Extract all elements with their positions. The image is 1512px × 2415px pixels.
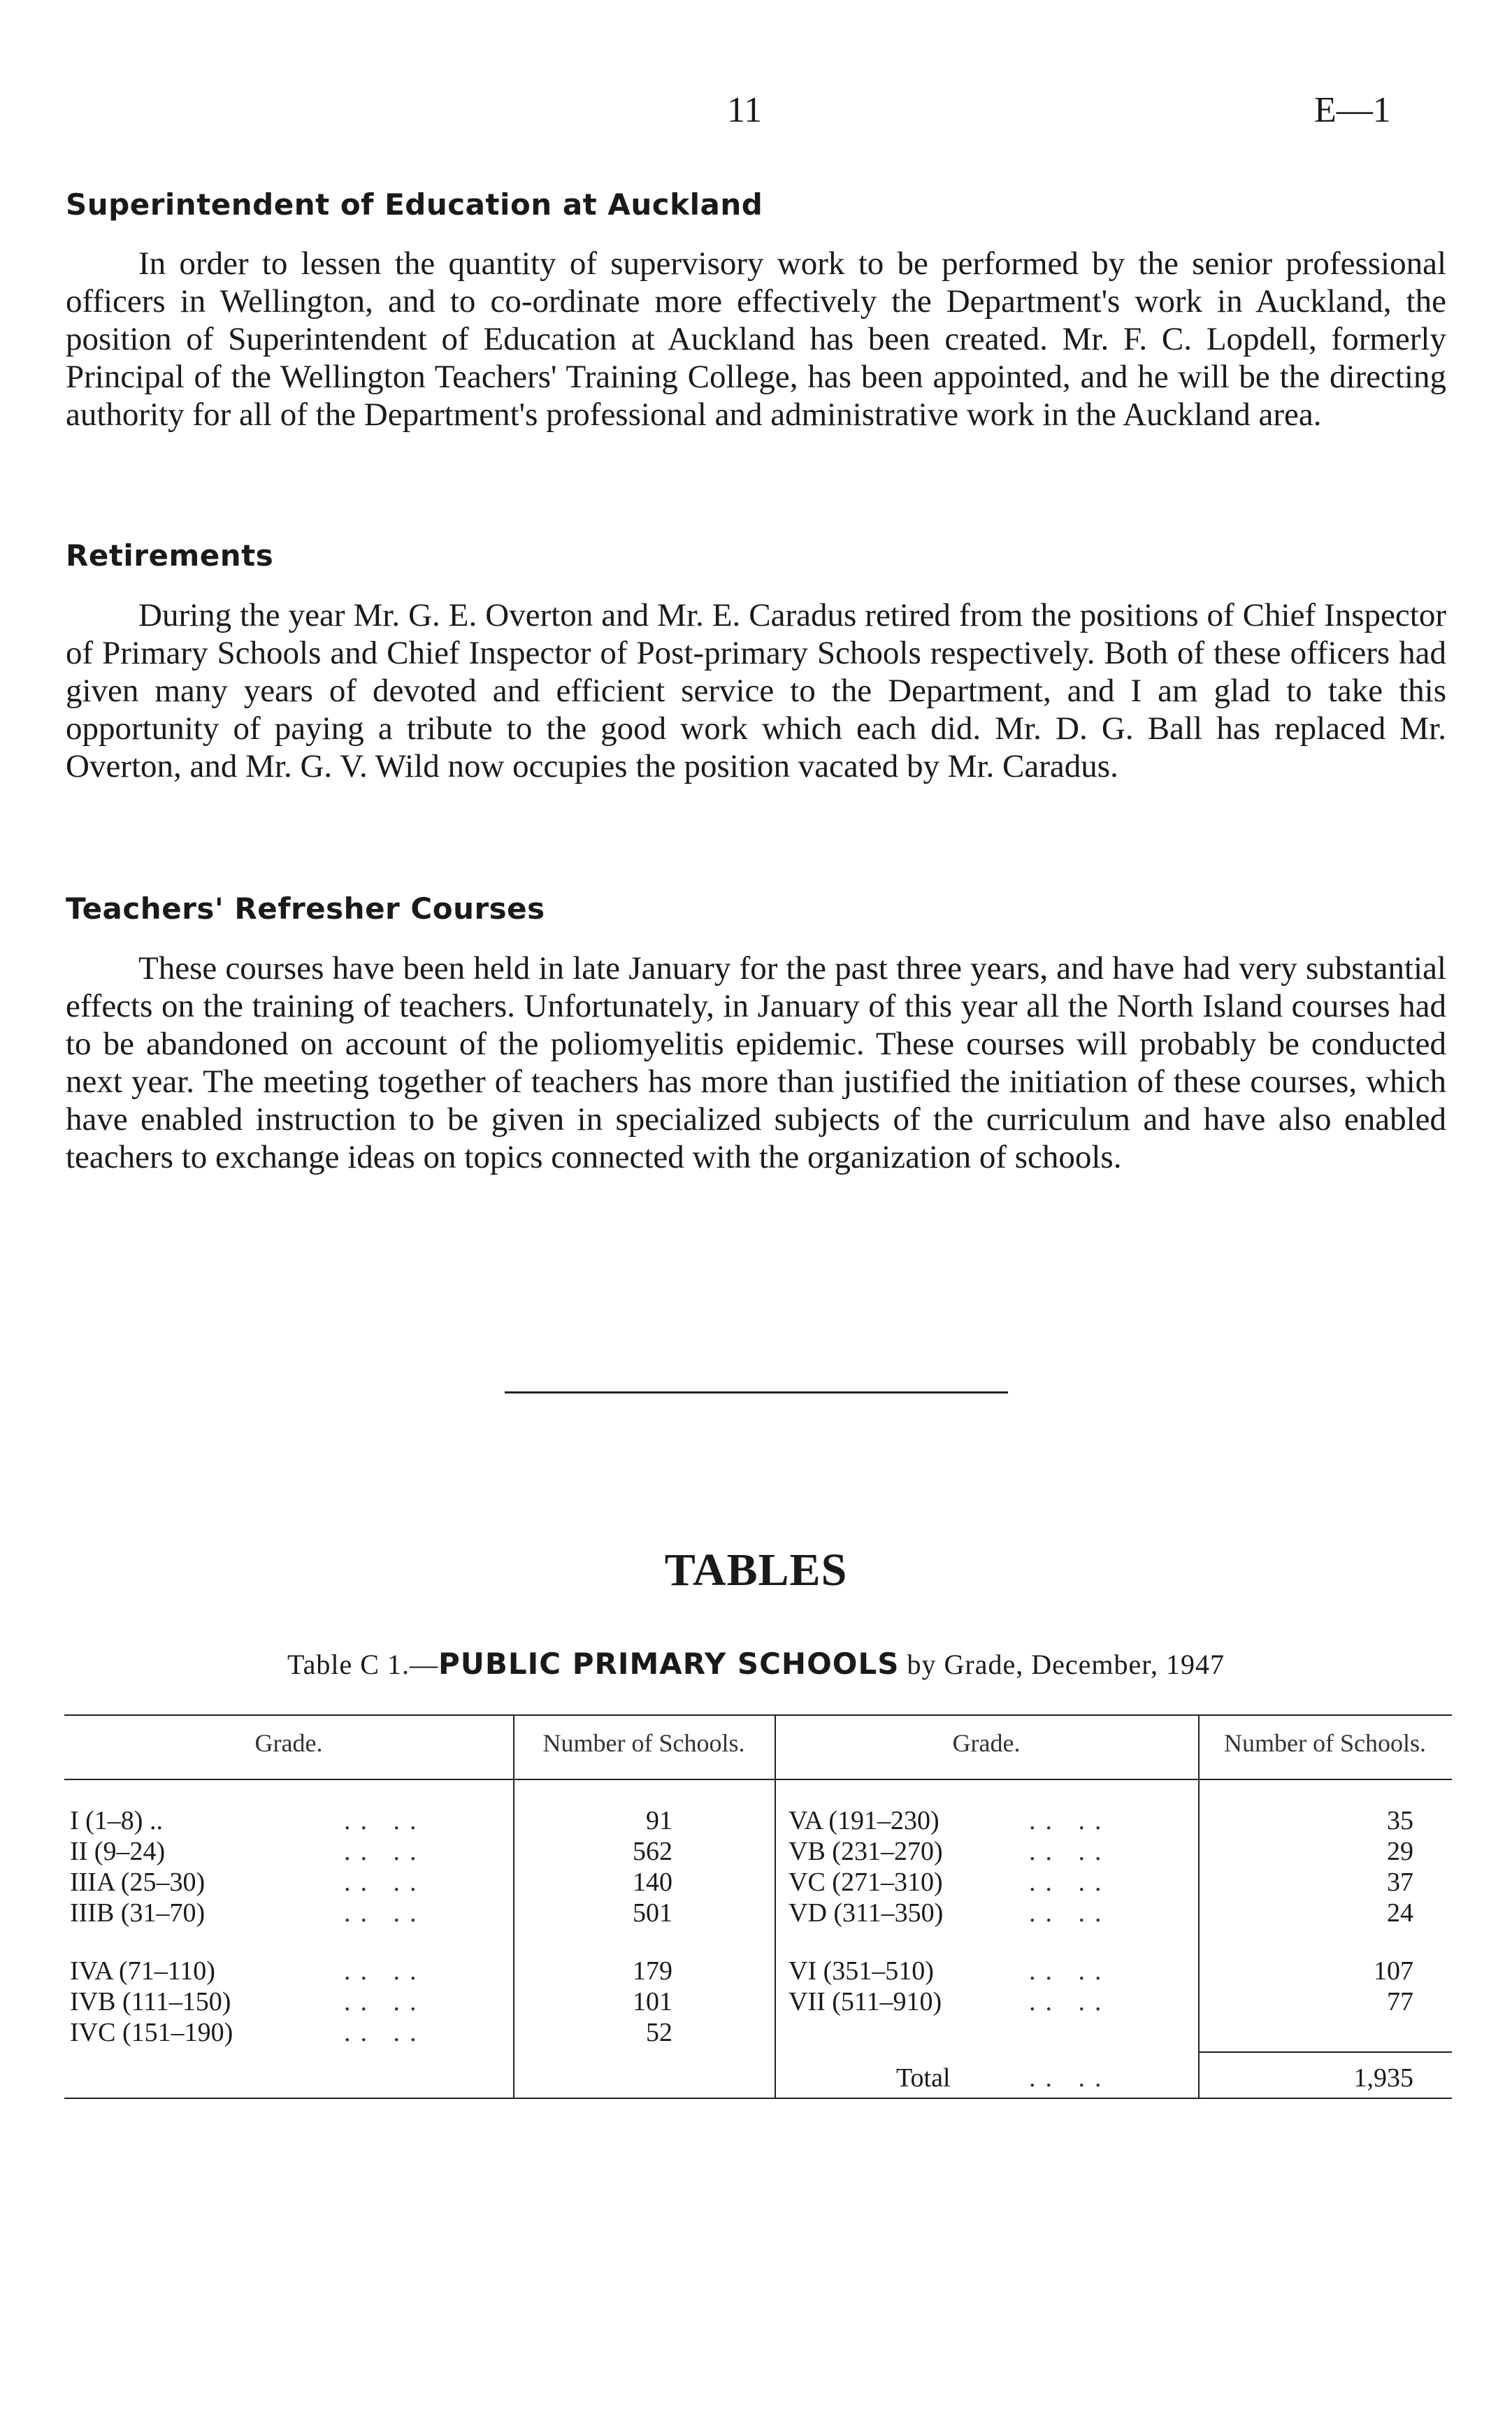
left-row-grade: II (9–24): [70, 1837, 166, 1866]
table-column-divider-2: [775, 1714, 776, 2099]
table-caption-prefix: Table C 1.—: [287, 1649, 438, 1680]
leader-dots: .. ..: [344, 1987, 426, 2016]
left-row-count: 140: [633, 1868, 672, 1897]
table-top-rule: [64, 1714, 1452, 1716]
left-row-grade: IVC (151–190): [70, 2018, 233, 2047]
leader-dots: .. ..: [1029, 1837, 1111, 1866]
leader-dots: .. ..: [1029, 1987, 1111, 2016]
table-bottom-rule: [64, 2098, 1452, 2099]
section-heading-refresher-courses: Teachers' Refresher Courses: [66, 891, 545, 926]
right-row-count: 24: [1387, 1898, 1413, 1928]
leader-dots: .. ..: [1029, 1956, 1111, 1986]
right-row-count: 29: [1387, 1837, 1413, 1866]
table-caption-title: PUBLIC PRIMARY SCHOOLS: [438, 1647, 900, 1681]
right-row-count: 37: [1387, 1868, 1413, 1897]
table-column-divider-3: [1198, 1714, 1200, 2099]
left-row-count: 91: [646, 1806, 672, 1835]
grade-table: [64, 1714, 1452, 2099]
leader-dots: .. ..: [344, 1956, 426, 1986]
left-row-count: 52: [646, 2018, 672, 2047]
left-row-grade: IVB (111–150): [70, 1987, 231, 2016]
left-row-count: 562: [633, 1837, 672, 1866]
leader-dots: .. ..: [1029, 1806, 1111, 1835]
right-row-grade: VB (231–270): [789, 1837, 943, 1866]
left-row-grade: IIIB (31–70): [70, 1898, 206, 1928]
header-number-right: Number of Schools.: [1224, 1729, 1426, 1757]
left-row-grade: IIIA (25–30): [70, 1868, 206, 1897]
right-row-grade: VC (271–310): [789, 1868, 943, 1897]
total-value: 1,935: [1353, 2063, 1413, 2093]
total-rule: [1198, 2051, 1452, 2053]
leader-dots: .. ..: [344, 1868, 426, 1897]
tables-title: TABLES: [664, 1545, 848, 1596]
left-row-grade: I (1–8) ..: [70, 1806, 163, 1835]
right-row-grade: VI (351–510): [789, 1956, 934, 1986]
table-header-rule: [64, 1779, 1452, 1780]
leader-dots: .. ..: [344, 1898, 426, 1928]
leader-dots: .. ..: [344, 1837, 426, 1866]
leader-dots: .. ..: [344, 1806, 426, 1835]
section-body-superintendent: In order to lessen the quantity of supervisory work to be performed by the senior professional officers in Wellington, and to co-ordinate more effectively the Department's work in Auckland, the position of Superintendent of Education at Auckland has been created. Mr. F. C. Lopdell, formerly Principal of the Wellington Teachers' Training College, has been appointed, and he will be the directing authority for all of the Department's professional and administrative work in the Auckland area.: [66, 245, 1446, 433]
left-row-grade: IVA (71–110): [70, 1956, 215, 1986]
leader-dots: .. ..: [1029, 1868, 1111, 1897]
section-divider: [505, 1391, 1008, 1393]
section-heading-retirements: Retirements: [66, 538, 274, 573]
header-number-left: Number of Schools.: [542, 1729, 745, 1757]
page-number: 11: [727, 90, 763, 130]
document-reference: E—1: [1314, 90, 1391, 130]
table-caption: [0, 1644, 1512, 1682]
leader-dots: .. ..: [1029, 1898, 1111, 1928]
right-row-grade: VA (191–230): [789, 1806, 939, 1835]
total-label: Total: [896, 2063, 951, 2093]
table-column-divider-1: [513, 1714, 514, 2099]
table-caption-suffix: by Grade, December, 1947: [899, 1649, 1225, 1680]
left-row-count: 501: [633, 1898, 672, 1928]
right-row-count: 77: [1387, 1987, 1413, 2016]
right-row-grade: VII (511–910): [789, 1987, 942, 2016]
section-body-retirements: During the year Mr. G. E. Overton and Mr. E. Caradus retired from the positions of Chief Inspector of Primary Schools and Chief Inspector of Post-primary Schools respectively. Both of these officers had given many years of devoted and efficient service to the Department, and I am glad to take this opportunity of paying a tribute to the good work which each did. Mr. D. G. Ball has replaced Mr. Overton, and Mr. G. V. Wild now occupies the position vacated by Mr. Caradus.: [66, 597, 1446, 784]
right-row-count: 107: [1374, 1956, 1413, 1986]
right-row-count: 35: [1387, 1806, 1413, 1835]
header-grade-left: Grade.: [254, 1729, 323, 1757]
section-body-refresher-courses: These courses have been held in late January for the past three years, and have had very substantial effects on the training of teachers. Unfortunately, in January of this year all the North Island courses had to be abandoned on account of the poliomyelitis epidemic. These courses will probably be conducted next year. The meeting together of teachers has more than justified the initiation of these courses, which have enabled instruction to be given in specialized subjects of the curriculum and have also enabled teachers to exchange ideas on topics connected with the organization of schools.: [66, 950, 1446, 1175]
section-heading-superintendent: Superintendent of Education at Auckland: [66, 187, 763, 222]
right-row-grade: VD (311–350): [789, 1898, 944, 1928]
header-grade-right: Grade.: [952, 1729, 1021, 1757]
leader-dots: .. ..: [1029, 2063, 1111, 2093]
leader-dots: .. ..: [344, 2018, 426, 2047]
left-row-count: 179: [633, 1956, 672, 1986]
left-row-count: 101: [633, 1987, 672, 2016]
